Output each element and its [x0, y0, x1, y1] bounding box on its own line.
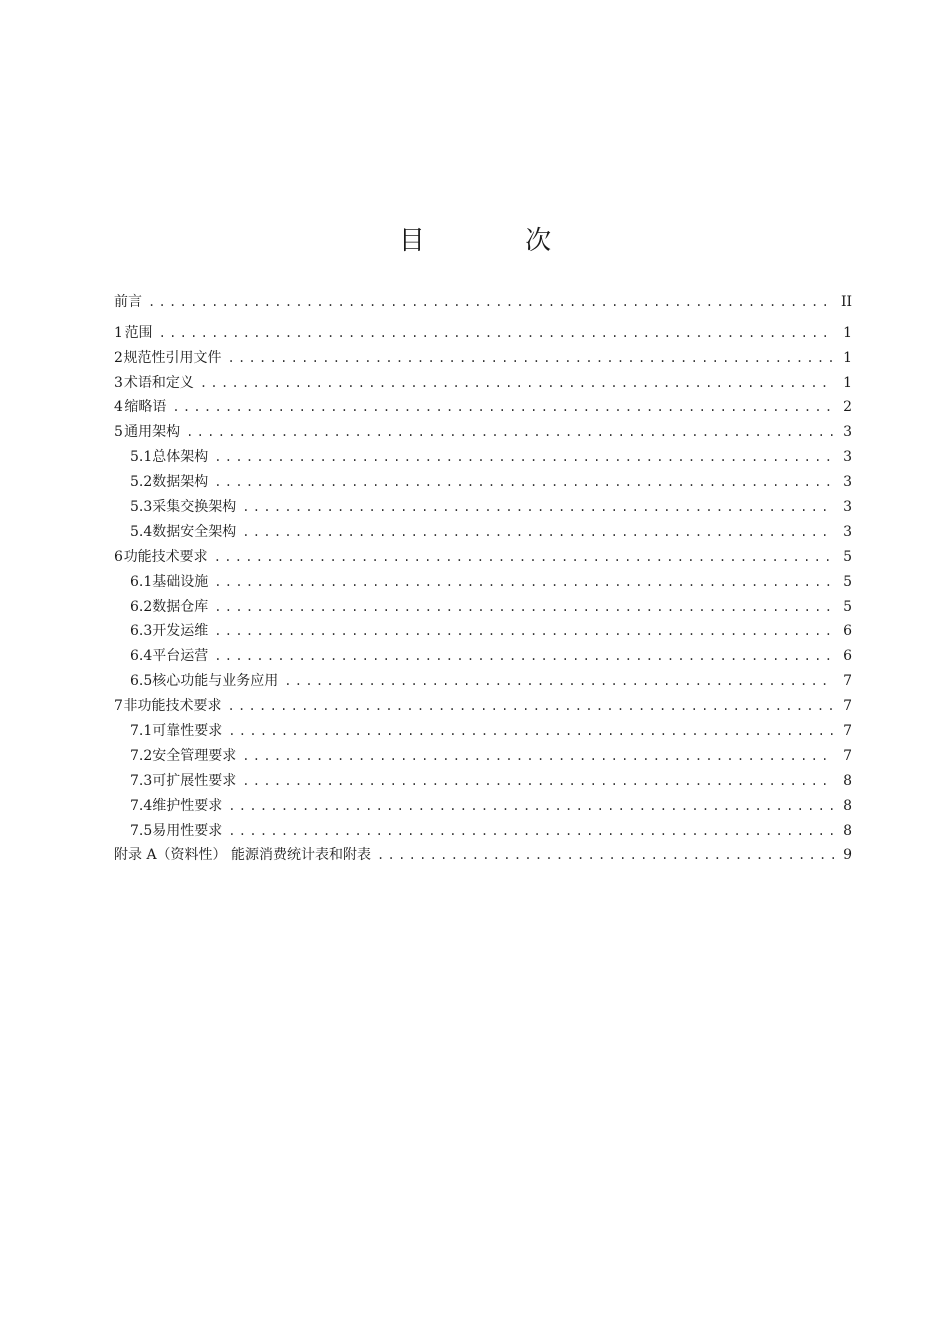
- toc-entry-number: 5: [114, 424, 123, 441]
- toc-entry-page-number: 6: [843, 648, 852, 665]
- toc-entry-page-number: II: [840, 293, 852, 310]
- toc-dot-leader: [148, 293, 834, 311]
- toc-entry-page-number: 3: [843, 523, 852, 540]
- toc-dot-leader: [242, 772, 834, 790]
- toc-entry[interactable]: [114, 516, 852, 541]
- toc-entry-number: 5.1: [130, 449, 153, 466]
- toc-dot-leader: [214, 647, 834, 665]
- toc-entry-number: 1: [114, 324, 123, 341]
- toc-entry-label: 基础设施: [152, 573, 209, 590]
- toc-entry-number: 4: [114, 399, 123, 416]
- toc-entry-number: 6.4: [130, 648, 153, 665]
- toc-entry-number: 2: [114, 349, 123, 366]
- toc-dot-leader: [227, 349, 834, 367]
- toc-dot-leader: [228, 797, 834, 815]
- toc-entry-label: 核心功能与业务应用: [152, 673, 279, 690]
- toc-entry-page-number: 8: [843, 797, 852, 814]
- toc-entry-page-number: 3: [843, 499, 852, 516]
- toc-dot-leader: [214, 573, 834, 591]
- toc-entry-label: 可扩展性要求: [152, 772, 237, 789]
- toc-entry-label: 安全管理要求: [152, 747, 237, 764]
- table-of-contents: [114, 286, 852, 864]
- toc-entry-page-number: 6: [843, 623, 852, 640]
- toc-entry-number: 7.4: [130, 797, 153, 814]
- toc-entry-page-number: 5: [843, 598, 852, 615]
- toc-entry-page-number: 7: [843, 723, 852, 740]
- toc-entry-label: 平台运营: [152, 648, 209, 665]
- toc-entry-label: 术语和定义: [123, 374, 194, 391]
- toc-entry-page-number: 1: [843, 324, 852, 341]
- toc-entry-number: 5.2: [130, 474, 153, 491]
- toc-entry-page-number: 1: [843, 374, 852, 391]
- toc-entry-page-number: 5: [843, 548, 852, 565]
- toc-entry[interactable]: [114, 715, 852, 740]
- toc-entry-label: 范围: [124, 324, 153, 341]
- toc-entry[interactable]: [114, 286, 852, 311]
- toc-entry-number: 3: [114, 374, 123, 391]
- toc-entry-number: 6.1: [130, 573, 153, 590]
- toc-entry[interactable]: [114, 790, 852, 815]
- toc-entry[interactable]: [114, 815, 852, 840]
- toc-entry-page-number: 7: [843, 673, 852, 690]
- toc-entry-label: 总体架构: [152, 449, 209, 466]
- toc-entry[interactable]: [114, 491, 852, 516]
- toc-dot-leader: [242, 747, 834, 765]
- toc-dot-leader: [214, 548, 834, 566]
- toc-entry[interactable]: [114, 765, 852, 790]
- toc-entry-label: 数据安全架构: [152, 523, 237, 540]
- toc-entry-label: 数据仓库: [152, 598, 209, 615]
- toc-entry-page-number: 3: [843, 424, 852, 441]
- toc-entry-label: 开发运维: [152, 623, 209, 640]
- toc-entry-label: 缩略语: [124, 399, 167, 416]
- toc-entry-number: 6.2: [130, 598, 153, 615]
- toc-entry-page-number: 9: [843, 847, 852, 864]
- toc-entry[interactable]: [114, 840, 852, 865]
- toc-entry-label: 前言: [114, 293, 142, 310]
- toc-dot-leader: [227, 697, 834, 715]
- toc-entry[interactable]: [114, 466, 852, 491]
- toc-dot-leader: [228, 722, 834, 740]
- toc-dot-leader: [186, 423, 834, 441]
- toc-entry-label: 易用性要求: [152, 822, 223, 839]
- toc-entry-page-number: 8: [843, 822, 852, 839]
- toc-entry[interactable]: [114, 566, 852, 591]
- toc-entry-number: 7.5: [130, 822, 153, 839]
- toc-entry-label: 规范性引用文件: [123, 349, 222, 366]
- toc-entry-label: 数据架构: [152, 474, 209, 491]
- toc-entry-page-number: 7: [843, 698, 852, 715]
- toc-entry-page-number: 2: [843, 399, 852, 416]
- toc-dot-leader: [159, 324, 834, 342]
- toc-entry-number: 5.4: [130, 523, 153, 540]
- toc-dot-leader: [214, 598, 834, 616]
- toc-entry-number: 7.1: [130, 723, 153, 740]
- toc-dot-leader: [242, 498, 834, 516]
- toc-entry-label: 维护性要求: [152, 797, 223, 814]
- toc-entry[interactable]: [114, 367, 852, 392]
- toc-dot-leader: [377, 846, 834, 864]
- toc-entry[interactable]: [114, 591, 852, 616]
- toc-entry[interactable]: [114, 392, 852, 417]
- toc-dot-leader: [214, 622, 834, 640]
- toc-entry-page-number: 8: [843, 772, 852, 789]
- toc-dot-leader: [228, 822, 834, 840]
- toc-entry-label: 通用架构: [124, 424, 181, 441]
- toc-dot-leader: [214, 448, 834, 466]
- toc-entry-page-number: 3: [843, 449, 852, 466]
- toc-entry-number: 7.2: [130, 747, 153, 764]
- toc-entry[interactable]: [114, 342, 852, 367]
- toc-entry-label: 附录 A（资料性） 能源消费统计表和附表: [114, 847, 372, 864]
- toc-entry-number: 5.3: [130, 499, 153, 516]
- toc-entry-number: 7: [114, 698, 123, 715]
- toc-entry-page-number: 5: [843, 573, 852, 590]
- toc-entry-page-number: 7: [843, 747, 852, 764]
- toc-entry[interactable]: [114, 690, 852, 715]
- toc-entry-label: 非功能技术要求: [123, 698, 222, 715]
- toc-entry[interactable]: [114, 317, 852, 342]
- toc-entry-label: 功能技术要求: [123, 548, 208, 565]
- toc-entry[interactable]: [114, 640, 852, 665]
- toc-dot-leader: [200, 374, 834, 392]
- toc-entry-label: 可靠性要求: [152, 723, 223, 740]
- toc-entry-page-number: 3: [843, 474, 852, 491]
- toc-entry-page-number: 1: [843, 349, 852, 366]
- toc-entry[interactable]: [114, 441, 852, 466]
- toc-entry[interactable]: [114, 665, 852, 690]
- toc-title: 目 次: [398, 226, 598, 257]
- toc-entry-number: 6.5: [130, 673, 153, 690]
- toc-entry-number: 6: [114, 548, 123, 565]
- toc-dot-leader: [172, 398, 834, 416]
- toc-dot-leader: [214, 473, 834, 491]
- toc-dot-leader: [242, 523, 834, 541]
- toc-dot-leader: [284, 672, 834, 690]
- toc-entry[interactable]: [114, 541, 852, 566]
- toc-entry-number: 6.3: [130, 623, 153, 640]
- toc-entry-number: 7.3: [130, 772, 153, 789]
- toc-entry-label: 采集交换架构: [152, 499, 237, 516]
- toc-entry[interactable]: [114, 616, 852, 641]
- toc-entry[interactable]: [114, 740, 852, 765]
- toc-entry[interactable]: [114, 416, 852, 441]
